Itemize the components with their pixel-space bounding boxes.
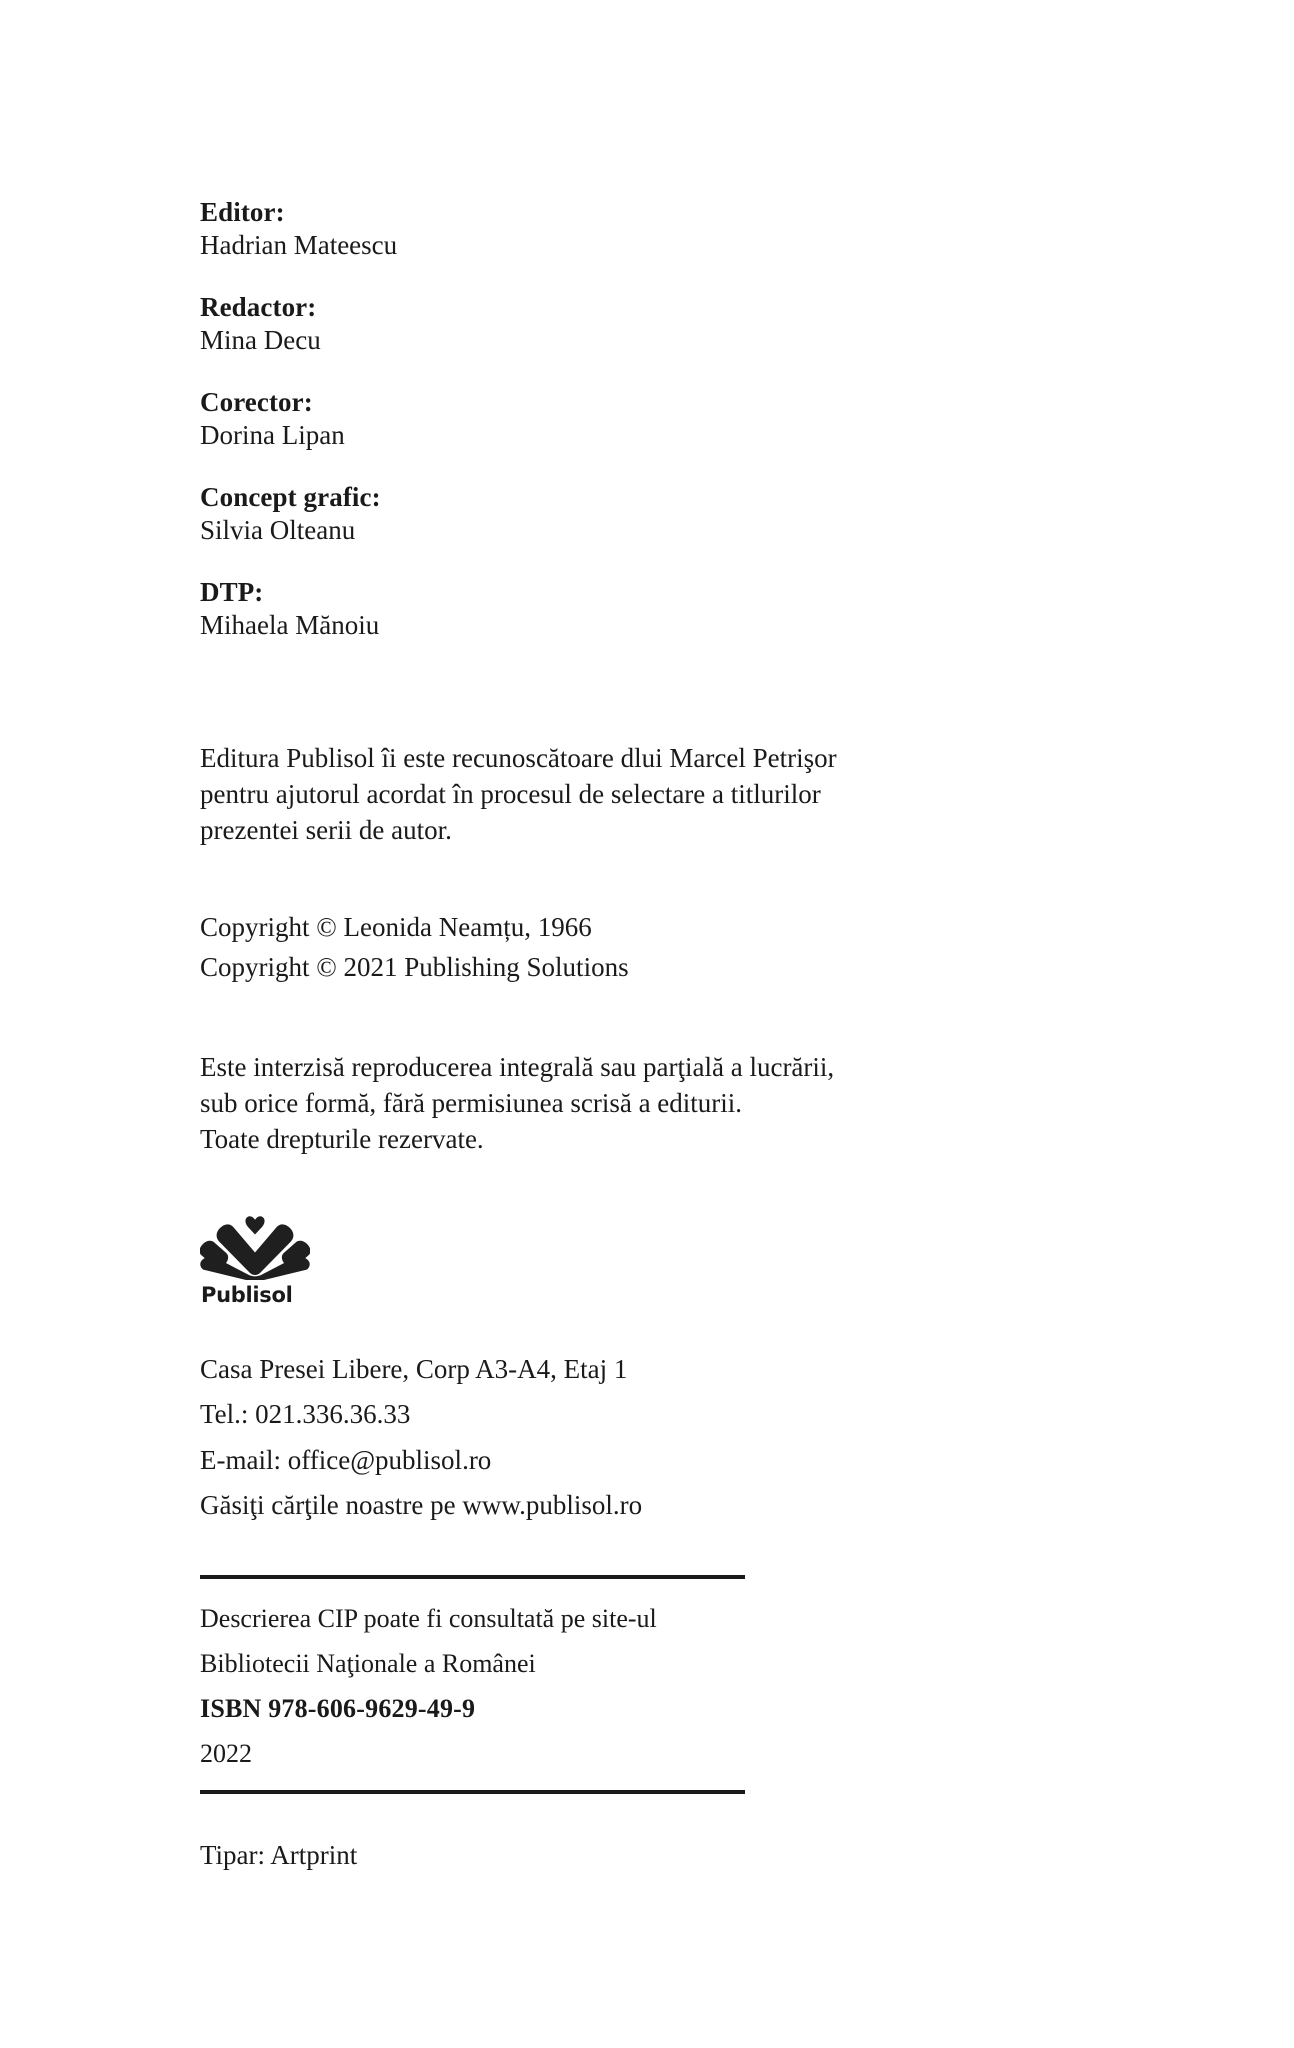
credit-person-name: Hadrian Mateescu	[200, 230, 398, 261]
acknowledgment-paragraph	[200, 741, 960, 849]
credit-person-name: Mina Decu	[200, 325, 321, 356]
credit-role-label: Editor:	[200, 197, 285, 227]
publisol-logo-mark	[200, 1214, 310, 1280]
credit-role-label: Concept grafic:	[200, 481, 381, 512]
credit-role-label: Corector:	[200, 386, 313, 417]
contact-website: Găsiţi cărţile noastre pe www.publisol.ro	[200, 1490, 643, 1521]
acknowledgment-line: Editura Publisol îi este recunoscătoare dlui Marcel Petrişor	[200, 742, 837, 773]
contact-email: E-mail: office@publisol.ro	[200, 1444, 492, 1475]
rights-notice-line: sub orice formă, fără permisiunea scrisă a editurii.	[200, 1088, 743, 1119]
rights-notice-line: Toate drepturile rezervate.	[200, 1124, 484, 1155]
publisher-wordmark: Publisol	[201, 1283, 293, 1308]
publication-year: 2022	[200, 1738, 252, 1768]
copyright-block	[200, 908, 960, 988]
credit-person-name: Mihaela Mănoiu	[200, 610, 380, 641]
copyright-line: Copyright © 2021 Publishing Solutions	[200, 952, 629, 983]
rights-notice-paragraph	[200, 1050, 960, 1158]
credit-role-label: DTP:	[200, 576, 264, 607]
credit-person-name: Dorina Lipan	[200, 420, 345, 451]
imprint-content	[200, 196, 960, 1873]
credit-person-name: Silvia Olteanu	[200, 515, 356, 546]
cip-line-1: Descrierea CIP poate fi consultată pe site-ul	[200, 1604, 657, 1634]
contact-block	[200, 1347, 960, 1528]
credit-editor	[200, 196, 960, 263]
copyright-line: Copyright © Leonida Neamțu, 1966	[200, 912, 592, 943]
printer-line: Tipar: Artprint	[200, 1840, 358, 1871]
credit-role-label: Redactor:	[200, 291, 317, 322]
credit-redactor	[200, 291, 960, 358]
credit-corector	[200, 386, 960, 453]
credit-concept-grafic	[200, 481, 960, 548]
contact-address: Casa Presei Libere, Corp A3-A4, Etaj 1	[200, 1354, 628, 1385]
acknowledgment-line: prezentei serii de autor.	[200, 814, 452, 845]
publisher-logo	[200, 1214, 324, 1307]
acknowledgment-line: pentru ajutorul acordat în procesul de selectare a titlurilor	[200, 778, 821, 809]
cip-block	[200, 1597, 960, 1776]
credit-dtp	[200, 576, 960, 643]
contact-phone: Tel.: 021.336.36.33	[200, 1399, 411, 1430]
rights-notice-line: Este interzisă reproducerea integrală sau parţială a lucrării,	[200, 1052, 835, 1083]
isbn-value: ISBN 978-606-9629-49-9	[200, 1693, 476, 1723]
cip-line-2: Bibliotecii Naţionale a Românei	[200, 1649, 536, 1679]
